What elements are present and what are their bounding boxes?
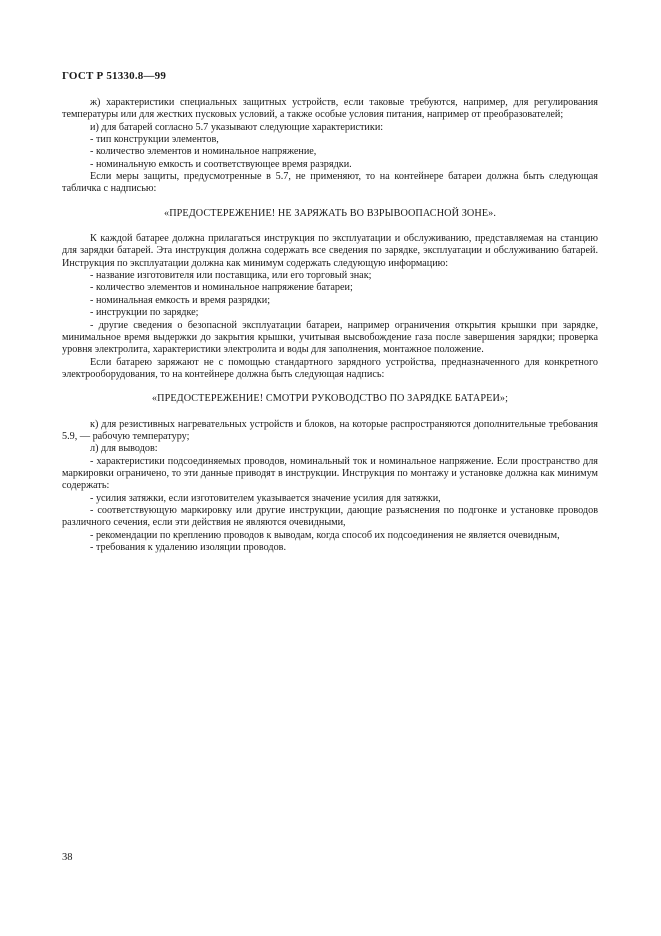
list-item: - количество элементов и номинальное напряжение, — [90, 146, 317, 158]
list-item: - соответствующую маркировку или другие инструкции, дающие разъяснения по подгонке и установке проводов различного сечения, если эти действия не являются очевидными, — [62, 504, 598, 529]
paragraph-i: и) для батарей согласно 5.7 указывают следующие характеристики: — [90, 121, 384, 133]
paragraph-k: к) для резистивных нагревательных устройств и блоков, на которые распространяются дополнительные требования 5.9, — рабочую температуру; — [62, 418, 598, 442]
paragraph: Если меры защиты, предусмотренные в 5.7, не применяют, то на контейнере батареи должна быть следующая табличка с надписью: — [62, 171, 598, 195]
list-item: - другие сведения о безопасной эксплуатации батареи, например ограничения открытия крышки при зарядке, минимальное время выдержки до закрытия крышки, учитывая высвобождение газа после завершения зарядки; проверка уровня электролита, характеристики электролита и воды для заполнения, монтажное положение. — [62, 319, 598, 356]
paragraph: К каждой батарее должна прилагаться инструкция по эксплуатации и обслуживанию, представляемая на станцию для зарядки батарей. Эта инструкция должна содержать все сведения по зарядке, эксплуатации и обслуживанию батарей. Инструкция по эксплуатации должна как минимум содержать следующую информацию: — [62, 233, 598, 269]
document-header: ГОСТ Р 51330.8—99 — [62, 70, 167, 82]
list-item: - рекомендации по креплению проводов к выводам, когда способ их подсоединения не является очевидным, — [90, 529, 560, 541]
page-number: 38 — [62, 852, 73, 863]
document-body — [62, 97, 598, 554]
warning-see-manual: «ПРЕДОСТЕРЕЖЕНИЕ! СМОТРИ РУКОВОДСТВО ПО ЗАРЯДКЕ БАТАРЕИ»; — [151, 393, 509, 405]
paragraph-zh: ж) характеристики специальных защитных устройств, если таковые требуются, например, для регулирования температуры или для жестких пусковых условий, а также особые условия питания, например от преобразователей; — [62, 97, 598, 121]
list-item: - инструкции по зарядке; — [90, 307, 199, 319]
paragraph: Если батарею заряжают не с помощью стандартного зарядного устройства, предназначенного для конкретного электрооборудования, то на контейнере должна быть следующая надпись: — [62, 356, 598, 380]
paragraph-l: л) для выводов: — [90, 443, 158, 455]
list-item: - количество элементов и номинальное напряжение батареи; — [90, 282, 353, 294]
list-item: - требования к удалению изоляции проводов. — [90, 542, 287, 553]
list-item: - тип конструкции элементов, — [90, 134, 219, 146]
list-item: - усилия затяжки, если изготовителем указывается значение усилия для затяжки, — [90, 492, 441, 504]
warning-no-charge: «ПРЕДОСТЕРЕЖЕНИЕ! НЕ ЗАРЯЖАТЬ ВО ВЗРЫВООПАСНОЙ ЗОНЕ». — [164, 207, 496, 219]
list-item: - номинальную емкость и соответствующее время разрядки. — [90, 158, 352, 170]
list-item: - название изготовителя или поставщика, или его торговый знак; — [90, 270, 372, 282]
list-item: - номинальная емкость и время разрядки; — [90, 294, 271, 306]
list-item: - характеристики подсоединяемых проводов, номинальный ток и номинальное напряжение. Если пространство для маркировки ограничено, то эти данные приводят в инструкции. Инструкция по монтажу и установке должна как минимум содержать: — [62, 455, 598, 492]
